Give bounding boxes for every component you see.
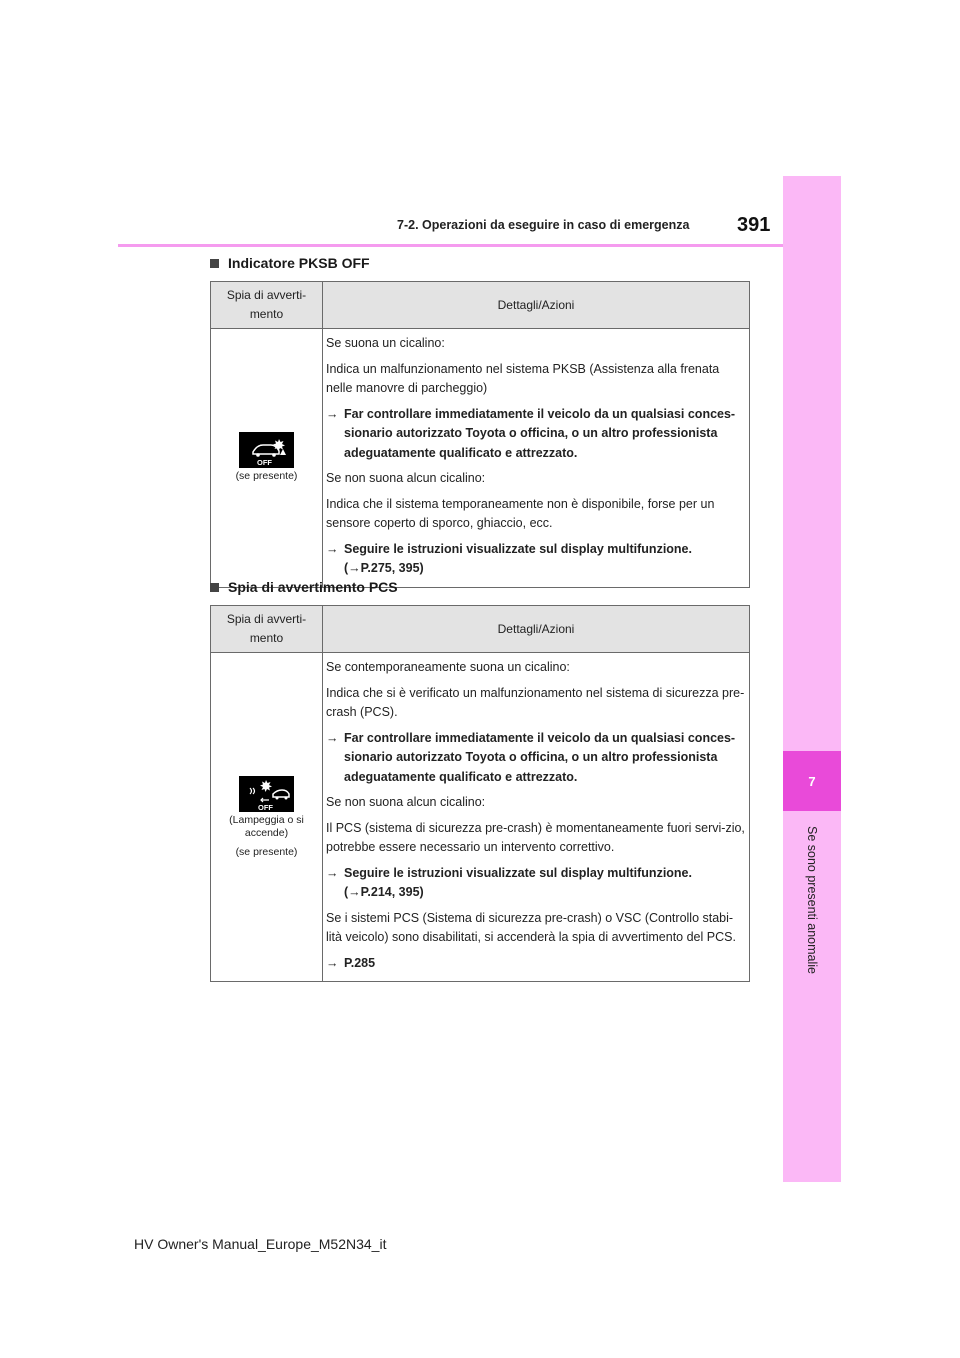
action-text: Far controllare immediatamente il veicolo da un qualsiasi conces-sionario autorizzato Toyota o officina, o un altro professionista adeguatamente qualificato e attrezzato.	[344, 406, 736, 460]
paragraph: Se contemporaneamente suona un cicalino:	[326, 660, 570, 674]
page-number: 391	[737, 214, 771, 236]
svg-text:OFF: OFF	[257, 458, 272, 468]
col-header-warning-light: Spia di avverti-mento	[211, 282, 323, 329]
table-header-row	[211, 282, 750, 329]
arrow-right-icon: →	[326, 406, 339, 421]
pksb-warning-table	[210, 281, 750, 588]
arrow-right-icon: →	[326, 730, 339, 745]
chapter-side-tab	[783, 176, 841, 1182]
action-text: P.285	[344, 955, 376, 970]
square-bullet-icon	[210, 259, 219, 268]
paragraph: Se i sistemi PCS (Sistema di sicurezza pre-crash) o VSC (Controllo stabi-lità veicolo) sono disabilitati, si accenderà la spia di avvertimento del PCS.	[326, 910, 736, 944]
paragraph: Se suona un cicalino:	[326, 336, 445, 350]
col-header-details: Dettagli/Azioni	[323, 282, 750, 329]
details-cell	[323, 329, 750, 588]
svg-text:OFF: OFF	[258, 802, 273, 812]
col-header-details: Dettagli/Azioni	[323, 606, 750, 653]
action-step	[326, 540, 745, 579]
paragraph: Indica che si è verificato un malfunzionamento nel sistema di sicurezza pre-crash (PCS).	[326, 685, 745, 719]
action-text: Seguire le istruzioni visualizzate sul display multifunzione. (→P.214, 395)	[344, 865, 692, 899]
icon-cell	[211, 329, 323, 588]
action-step	[326, 729, 745, 788]
action-text: Far controllare immediatamente il veicolo da un qualsiasi conces-sionario autorizzato Toyota o officina, o un altro professionista adeguatamente qualificato e attrezzato.	[344, 730, 736, 784]
paragraph: Se non suona alcun cicalino:	[326, 795, 486, 809]
pksb-off-icon	[239, 432, 294, 468]
table-row	[211, 653, 750, 982]
pcs-warning-table	[210, 605, 750, 982]
section-title-text: Indicatore PKSB OFF	[228, 255, 370, 271]
section-header: 7-2. Operazioni da eseguire in caso di emergenza	[397, 218, 690, 232]
chapter-number-badge: 7	[783, 751, 841, 811]
arrow-right-icon: →	[326, 865, 339, 880]
action-step	[326, 864, 745, 903]
action-step	[326, 954, 745, 974]
paragraph: Indica che il sistema temporaneamente non è disponibile, forse per un sensore coperto di sporco, ghiaccio, ecc.	[326, 496, 715, 530]
action-step	[326, 405, 745, 464]
arrow-right-icon: →	[326, 955, 339, 970]
paragraph: Se non suona alcun cicalino:	[326, 471, 486, 485]
details-cell	[323, 653, 750, 982]
footer-manual-id: HV Owner's Manual_Europe_M52N34_it	[134, 1236, 387, 1252]
icon-caption: (se presente)	[235, 845, 298, 858]
pcs-warning-icon	[239, 776, 294, 812]
table-header-row	[211, 606, 750, 653]
col-header-warning-light: Spia di avverti-mento	[211, 606, 323, 653]
section-title-pksb	[210, 255, 370, 271]
paragraph: Il PCS (sistema di sicurezza pre-crash) è momentaneamente fuori servi-zio, potrebbe essere necessario un intervento correttivo.	[326, 820, 745, 854]
section-title-text: Spia di avvertimento PCS	[228, 579, 398, 595]
icon-cell	[211, 653, 323, 982]
action-text: Seguire le istruzioni visualizzate sul display multifunzione. (→P.275, 395)	[344, 541, 692, 575]
icon-caption: (Lampeggia o si accende)	[229, 813, 304, 839]
table-row	[211, 329, 750, 588]
section-title-pcs	[210, 579, 398, 595]
chapter-title-vertical: Se sono presenti anomalie	[805, 825, 819, 975]
square-bullet-icon	[210, 583, 219, 592]
paragraph: Indica un malfunzionamento nel sistema PKSB (Assistenza alla frenata nelle manovre di parcheggio)	[326, 361, 720, 395]
header-divider	[118, 244, 783, 247]
icon-caption: (se presente)	[235, 470, 298, 483]
arrow-right-icon: →	[326, 541, 339, 556]
